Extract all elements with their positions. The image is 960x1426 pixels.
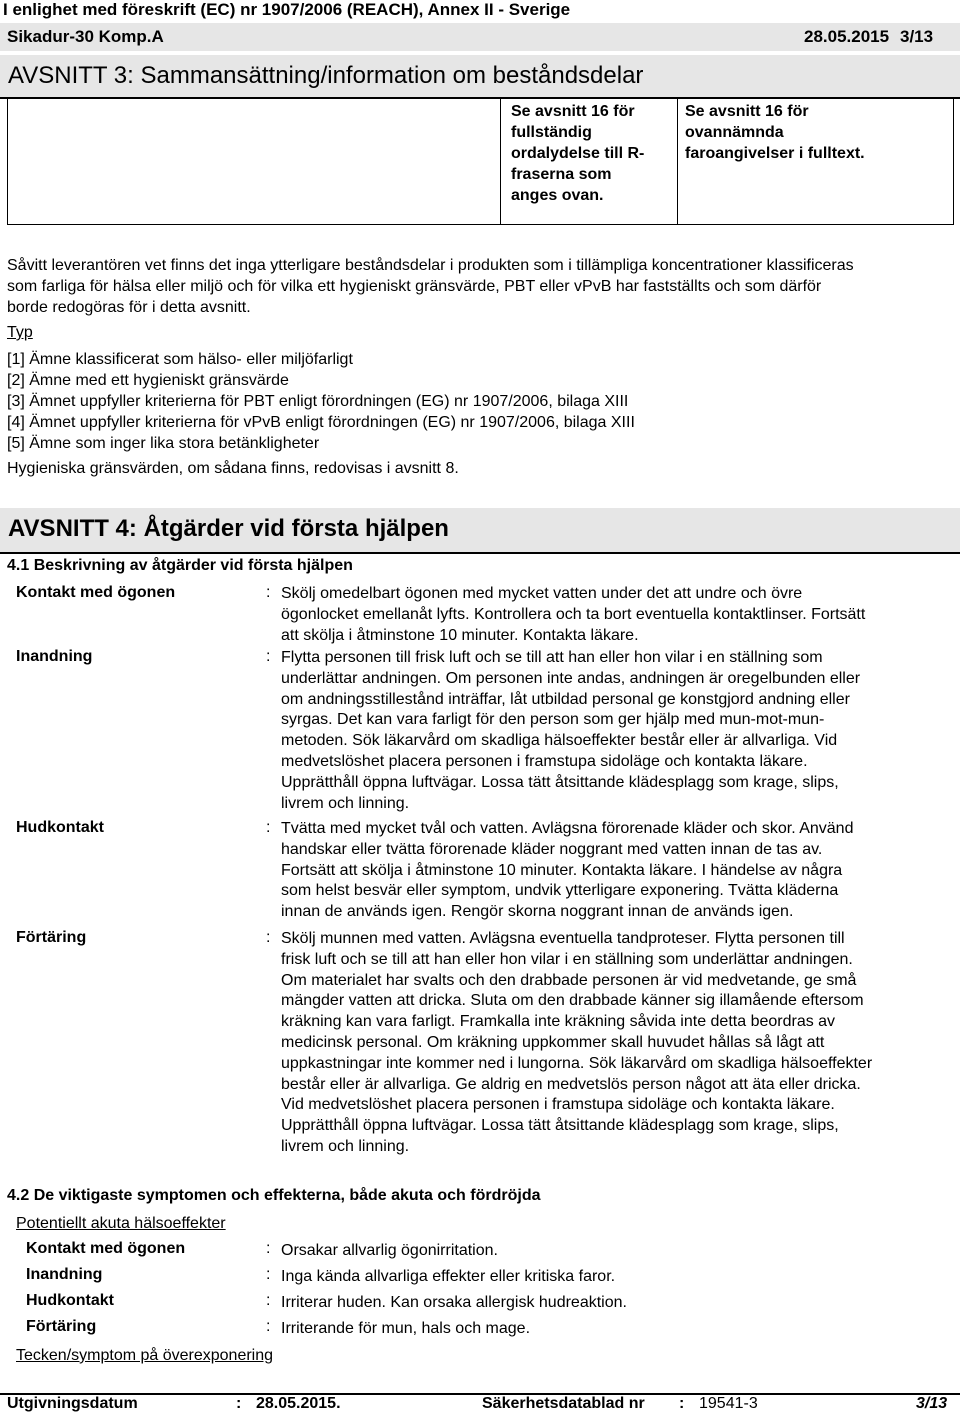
effect-label-skin: Hudkontakt [26,1292,114,1309]
table-divider [677,99,678,225]
measure-colon: : [266,584,271,601]
list-item: [1] Ämne klassificerat som hälso- eller miljöfarligt [7,351,353,368]
effect-colon: : [266,1292,271,1309]
list-item: [2] Ämne med ett hygieniskt gränsvärde [7,372,289,389]
effect-label-inhalation: Inandning [26,1266,103,1283]
measure-colon: : [266,648,271,665]
list-item: [3] Ämnet uppfyller kriterierna för PBT enligt förordningen (EG) nr 1907/2006, bilaga XIII [7,393,629,410]
effect-text-skin: Irriterar huden. Kan orsaka allergisk hudreaktion. [281,1294,627,1311]
header-page-number: 3/13 [900,27,934,46]
measure-label-skin: Hudkontakt [16,819,104,836]
document-regulation-title: I enlighet med föreskrift (EC) nr 1907/2006 (REACH), Annex II - Sverige [3,0,571,19]
typ-label: Typ [7,324,33,341]
measure-colon: : [266,929,271,946]
measure-text-skin: Tvätta med mycket tvål och vatten. Avlägsna förorenade kläder och skor. Använd handskar eller tvätta förorenade kläder noggrant med vatten innan de tas av. Fortsätt att skölja i åtminstone 10 minuter. Kontakta läkare. I händelse av några som helst besvär eller symptom, undvik ytterligare exponering. Tvätta kläderna innan de används igen. Rengör skorna noggrant innan de används igen. [281,820,854,921]
effect-label-ingestion: Förtäring [26,1318,97,1335]
effect-text-eye: Orsakar allvarlig ögonirritation. [281,1242,498,1259]
footer-colon: : [236,1395,242,1412]
footer-issue-label: Utgivningsdatum [7,1395,138,1412]
effect-colon: : [266,1318,271,1335]
table-divider [500,99,501,225]
effect-text-ingestion: Irriterande för mun, hals och mage. [281,1320,531,1337]
footer-issue-date: 28.05.2015. [256,1395,341,1412]
overexposure-signs-heading: Tecken/symptom på överexponering [16,1347,274,1364]
typ-list [7,349,635,454]
measure-label-eye: Kontakt med ögonen [16,584,176,601]
product-name: Sikadur-30 Komp.A [7,27,164,46]
measure-colon: : [266,819,271,836]
footer-rule [0,1393,960,1395]
table-cell-hazard-statements: Se avsnitt 16 för ovannämnda faroangivelser i fulltext. [685,103,865,162]
supplier-knowledge-paragraph: Såvitt leverantören vet finns det inga ytterligare beståndsdelar i produkten som i tillämpliga koncentrationer klassificeras som farliga för hälsa eller miljö och för vilka ett hygieniskt gränsvärde, PBT eller vPvB har fastställts och som därför borde redogöras för i detta avsnitt. [7,257,854,316]
subsection-4-1-heading: 4.1 Beskrivning av åtgärder vid första hjälpen [7,557,353,574]
potential-effects-heading: Potentiellt akuta hälsoeffekter [16,1215,226,1232]
footer-sds-number: 19541-3 [699,1395,758,1412]
measure-label-ingestion: Förtäring [16,929,87,946]
section4-title: AVSNITT 4: Åtgärder vid första hjälpen [8,515,449,542]
list-item: [5] Ämne som inger lika stora betänkligheter [7,435,320,452]
effect-text-inhalation: Inga kända allvarliga effekter eller kritiska faror. [281,1268,616,1285]
footer-page-number: 3/13 [916,1395,948,1412]
section3-title: AVSNITT 3: Sammansättning/information om beståndsdelar [8,62,644,89]
measure-text-ingestion: Skölj munnen med vatten. Avlägsna eventuella tandproteser. Flytta personen till frisk luft och se till att han eller hon vilar i en ställning som underlättar andningen. Om materialet har svalts och den drabbade personen är vid medvetande, ge små mängder vatten att dricka. Sluta om den drabbade känner sig illamående eftersom kräkning kan vara farligt. Framkalla inte kräkning såvida inte detta beordras av medicinsk personal. Om kräkning uppkommer skall huvudet hållas så lågt att uppkastningar inte kommer ned i lungorna. Sök läkarvård om skadliga hälsoeffekter består eller är allvarliga. Ge aldrig en medvetslös person något att äta eller dricka. Vid medvetslöshet placera personen i framstupa sidoläge och kontakta läkare. Upprätthåll öppna luftvägar. Lossa tätt åtsittande klädesplagg som krage, slips, livrem och linning. [281,930,873,1155]
hygiene-limits-note: Hygieniska gränsvärden, om sådana finns, redovisas i avsnitt 8. [7,460,459,477]
effect-colon: : [266,1240,271,1257]
measure-text-eye: Skölj omedelbart ögonen med mycket vatten under det att undre och övre ögonlocket emellanåt lyfts. Kontrollera och ta bort eventuella kontaktlinser. Fortsätt att skölja i åtminstone 10 minuter. Kontakta läkare. [281,585,866,644]
measure-text-inhalation: Flytta personen till frisk luft och se till att han eller hon vilar i en ställning som underlättar andningen. Om personen inte andas, andningen är oregelbunden eller om andningsstillestånd inträffar, låt utbildad personal ge konstgjord andning eller syrgas. Det kan vara farligt för den person som ger hjälp med mun-mot-mun- metoden. Sök läkarvård om skadliga hälsoeffekter består eller är allvarliga. Vid medvetslöshet placera personen i framstupa sidoläge och kontakta läkare. Upprätthåll öppna luftvägar. Lossa tätt åtsittande klädesplagg som krage, slips, livrem och linning. [281,649,861,812]
effect-colon: : [266,1266,271,1283]
measure-label-inhalation: Inandning [16,648,93,665]
footer-colon: : [679,1395,685,1412]
list-item: [4] Ämnet uppfyller kriterierna för vPvB enligt förordningen (EG) nr 1907/2006, bilaga XIII [7,414,635,431]
effect-label-eye: Kontakt med ögonen [26,1240,186,1257]
subsection-4-2-heading: 4.2 De viktigaste symptomen och effekterna, både akuta och fördröjda [7,1187,541,1204]
table-cell-r-phrases: Se avsnitt 16 för fullständig ordalydelse till R- fraserna som anges ovan. [511,103,645,204]
header-date: 28.05.2015 [804,27,890,46]
footer-sds-label: Säkerhetsdatablad nr [482,1395,645,1412]
